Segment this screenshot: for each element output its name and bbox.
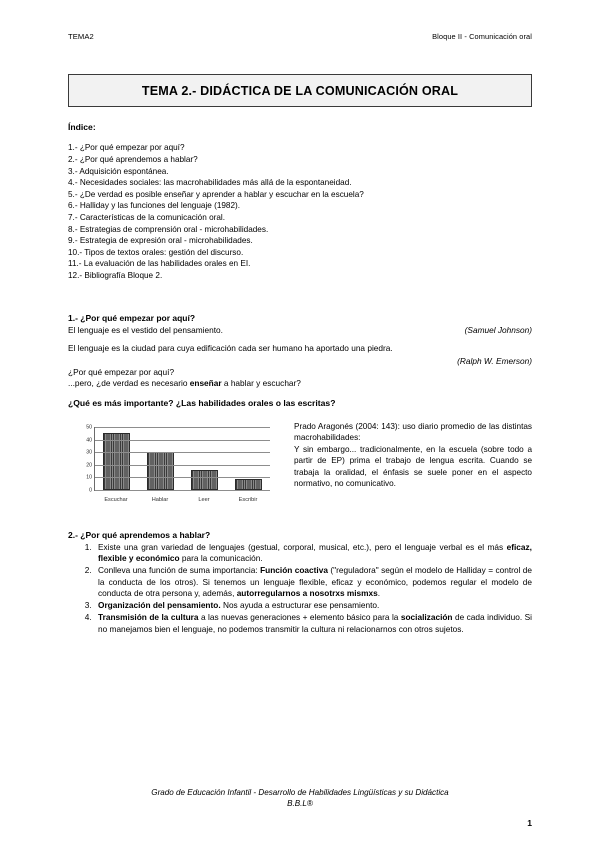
chart-note-paragraph-1: Prado Aragonés (2004: 143): uso diario promedio de las distintas macrohabilidades: <box>294 421 532 443</box>
body-text: . <box>377 588 381 599</box>
chart-x-label: Hablar <box>151 496 169 503</box>
index-item: 11.- La evaluación de las habilidades orales en EI. <box>68 259 251 269</box>
emphasis-text: Transmisión de la cultura <box>98 612 199 623</box>
index-list <box>68 142 532 281</box>
section-1-question-2 <box>68 378 532 390</box>
chart-gridline <box>86 474 270 481</box>
section-1-quote-2: El lenguaje es la ciudad para cuya edificación cada ser humano ha aportado una piedra. <box>68 343 393 354</box>
emphasis-text: Función coactiva <box>260 565 328 576</box>
chart-y-tick-label: 10 <box>86 474 92 481</box>
chart-gridline <box>89 487 270 494</box>
chart-bar-slot <box>95 427 139 490</box>
section-2-list-item <box>94 600 532 612</box>
index-item: 8.- Estrategias de comprensión oral - microhabilidades. <box>68 224 269 234</box>
index-item: 5.- ¿De verdad es posible enseñar y aprender a hablar y escuchar en la escuela? <box>68 189 364 199</box>
chart-gridline <box>86 436 270 443</box>
chart-bar-slot <box>183 427 227 490</box>
page-number: 1 <box>527 818 532 828</box>
section-1-question-2-post: a hablar y escuchar? <box>221 378 301 389</box>
body-text: para la comunicación. <box>179 553 263 564</box>
page-sheet <box>68 0 532 848</box>
footer-line-1: Grado de Educación Infantil - Desarrollo de Habilidades Lingüísticas y su Didáctica <box>151 787 449 797</box>
chart-bar <box>103 433 130 490</box>
chart-y-tick-label: 20 <box>86 462 92 468</box>
chart-y-tick-label: 0 <box>89 487 92 494</box>
header-left-text: TEMA2 <box>68 32 94 41</box>
chart-x-label: Escribir <box>238 496 258 503</box>
body-text: ("reguladora" según el modelo de Halliday = control de la conducta de los otros). Si tenemos un lenguaje flexible, eficaz y económico, podemos regular el modelo de conducta de otra persona y, además, <box>98 565 532 599</box>
index-item: 6.- Halliday y las funciones del lenguaje (1982). <box>68 201 241 211</box>
emphasis-text: socialización <box>400 612 453 623</box>
chart-y-tick-label: 40 <box>86 436 92 443</box>
chart-bar <box>235 479 262 490</box>
chart-bar <box>147 452 174 490</box>
document-body <box>68 122 532 636</box>
section-2-heading: 2.- ¿Por qué aprendemos a hablar? <box>68 529 211 540</box>
chart-bar <box>191 470 218 490</box>
chart-y-tick-label: 50 <box>86 424 92 431</box>
chart-bar-slot <box>226 427 270 490</box>
body-text: Nos ayuda a estructurar ese pensamiento. <box>220 600 380 611</box>
chart-y-tick-label: 30 <box>86 449 92 456</box>
chart-bars <box>95 427 270 490</box>
chart-x-label: Escuchar <box>104 496 128 503</box>
body-text: a las nuevas generaciones + elemento básico para la <box>198 612 401 623</box>
index-item: 4.- Necesidades sociales: las macrohabilidades más allá de la espontaneidad. <box>68 178 352 188</box>
section-1-question-2-pre: ...pero, ¿de verdad es necesario <box>68 378 190 389</box>
section-2-list-item <box>94 542 532 565</box>
section-1-question-2-emphasis: enseñar <box>189 378 222 389</box>
section-1-quote-2-author: (Ralph W. Emerson) <box>457 355 532 366</box>
chart-x-label: Leer <box>198 496 210 503</box>
chart-gridline <box>86 462 270 468</box>
chart-bar-slot <box>139 427 183 490</box>
footer-line-2: B.B.L® <box>287 799 313 809</box>
section-2-list <box>68 542 532 636</box>
index-item: 3.- Adquisición espontánea. <box>68 166 169 176</box>
section-1-bold-question: ¿Qué es más importante? ¿Las habilidades orales o las escritas? <box>68 397 336 408</box>
chart-gridline <box>86 424 270 431</box>
chart-plot-area <box>86 424 270 494</box>
section-2-list-item <box>94 565 532 600</box>
chart-gridline <box>86 449 270 456</box>
body-text: Existe una gran variedad de lenguajes (gestual, corporal, musical, etc.), pero el lenguaje verbal es el más <box>98 541 507 552</box>
index-heading: Índice: <box>68 122 96 132</box>
index-item: 7.- Características de la comunicación oral. <box>68 212 225 222</box>
index-item: 12.- Bibliografía Bloque 2. <box>68 270 163 280</box>
index-item: 1.- ¿Por qué empezar por aquí? <box>68 143 185 153</box>
macrohabilidades-bar-chart <box>68 421 276 517</box>
section-1-quote-1-author: (Samuel Johnson) <box>464 324 532 335</box>
index-item: 2.- ¿Por qué aprendemos a hablar? <box>68 155 198 164</box>
index-item: 10.- Tipos de textos orales: gestión del discurso. <box>68 247 244 257</box>
document-header <box>68 32 532 41</box>
section-1-quote-1: El lenguaje es el vestido del pensamiento. <box>68 324 223 335</box>
chart-and-note-row <box>68 421 532 517</box>
body-text: Conlleva una función de suma importancia: <box>98 565 261 576</box>
section-1-question-1: ¿Por qué empezar por aquí? <box>68 366 175 377</box>
chart-side-note <box>294 421 532 489</box>
chart-note-paragraph-2: Y sin embargo... tradicionalmente, en la escuela (sobre todo a partir de EP) prima el trabajo de lengua escrita. Cuando se trabaja la oralidad, el énfasis se suele poner en el aspecto normativo, no comunicativo. <box>294 444 532 488</box>
chart-x-axis-labels <box>94 495 270 506</box>
page-title: TEMA 2.- DIDÁCTICA DE LA COMUNICACIÓN ORAL <box>141 83 459 98</box>
emphasis-text: autorregularnos a nosotrxs mismxs <box>236 588 378 599</box>
header-right-text: Bloque II - Comunicación oral <box>432 32 532 41</box>
section-1-heading: 1.- ¿Por qué empezar por aquí? <box>68 312 196 323</box>
emphasis-text: Organización del pensamiento. <box>98 600 221 611</box>
body-text: de cada individuo. Si no manejamos bien el lenguaje, no podemos transmitir la cultura ni relacionarnos con otros sujetos. <box>98 612 532 634</box>
section-2-list-item <box>94 612 532 635</box>
emphasis-text: eficaz, flexible y económico <box>98 541 532 564</box>
index-item: 9.- Estrategia de expresión oral - microhabilidades. <box>68 236 253 246</box>
document-footer <box>68 787 532 810</box>
document-title-box <box>68 74 532 107</box>
